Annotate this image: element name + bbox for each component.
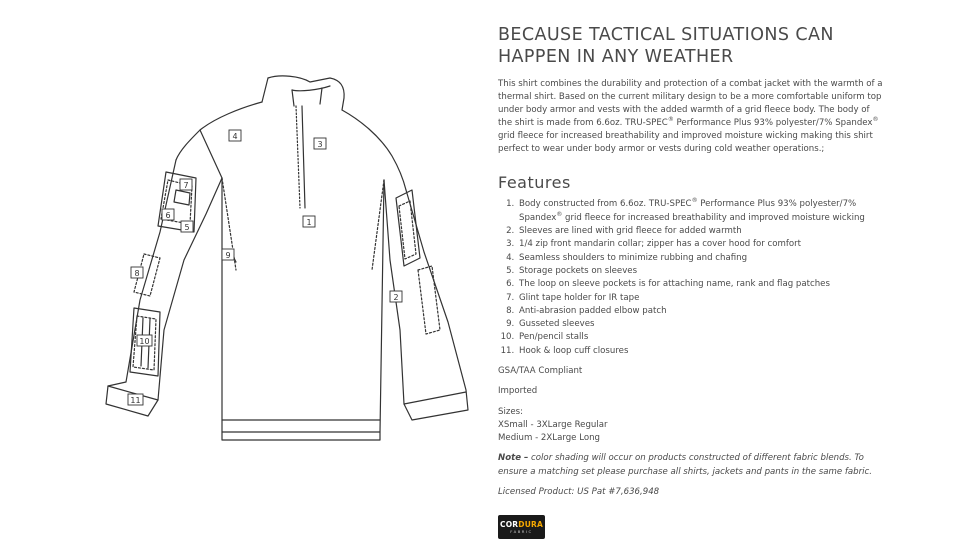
callout-11: 11 — [130, 396, 141, 405]
shirt-diagram — [100, 70, 480, 450]
callout-2: 2 — [393, 293, 399, 302]
product-description-panel — [498, 24, 883, 539]
feature-item-2: 2. Sleeves are lined with grid fleece for added warmth — [517, 225, 883, 238]
page-heading — [498, 24, 883, 68]
callout-7: 7 — [183, 181, 189, 190]
features-list — [498, 198, 883, 358]
callout-6: 6 — [165, 211, 171, 220]
compliance-text: GSA/TAA Compliant — [498, 366, 583, 376]
body-outline — [200, 130, 384, 432]
feature-item-4: 4. Seamless shoulders to minimize rubbing and chafing — [517, 252, 883, 265]
sizes-long: Medium - 2XLarge Long — [498, 433, 600, 444]
note-text: color shading will occur on products constructed of different fabric blends. To ensure a matching set please purchase all shirts, jackets and pants in the same fabric. — [498, 453, 872, 477]
sizes-label: Sizes: — [498, 406, 524, 417]
logo-subtext: FABRIC — [510, 528, 533, 534]
left-sleeve — [106, 160, 222, 416]
feature-item-9: 9. Gusseted sleeves — [517, 318, 883, 331]
callout-10: 10 — [139, 337, 150, 346]
logo-wordmark: CORDURA — [500, 519, 543, 529]
feature-item-8: 8. Anti-abrasion padded elbow patch — [517, 305, 883, 318]
heading-line-1: BECAUSE TACTICAL SITUATIONS CAN — [498, 25, 834, 45]
feature-item-11: 11. Hook & loop cuff closures — [517, 345, 883, 358]
shirt-line-drawing — [100, 70, 480, 450]
feature-item-1: 1. Body constructed from 6.6oz. TRU-SPEC® Performance Plus 93% polyester/7% Spandex® grid fleece for increased breathability and improved moisture wicking — [517, 198, 883, 225]
features-title: Features — [498, 173, 571, 193]
callout-4: 4 — [232, 132, 238, 141]
imported-text: Imported — [498, 386, 538, 397]
heading-line-2: HAPPEN IN ANY WEATHER — [498, 47, 734, 67]
left-shoulder — [176, 102, 262, 160]
feature-item-6: 6. The loop on sleeve pockets is for attaching name, rank and flag patches — [517, 278, 883, 291]
callout-5: 5 — [184, 223, 190, 232]
sizes-regular: XSmall - 3XLarge Regular — [498, 419, 608, 430]
collar-outline — [268, 76, 344, 110]
callout-8: 8 — [134, 269, 140, 278]
product-description: This shirt combines the durability and protection of a combat jacket with the warmth of a thermal shirt. Based on the current military design to be a more comfortable uniform top under body armor and vests with the added warmth of a grid fleece body. The body of the shirt is made from 6.6oz. TRU-SPEC® Performance Plus 93% polyester/7% Spandex® grid fleece for increased breathability and improved moisture wicking making this shirt perfect to wear under body armor or vests during cold weather operations.; — [498, 79, 883, 154]
licensed-product: Licensed Product: US Pat #7,636,948 — [498, 487, 660, 498]
note-label: Note – — [498, 453, 529, 464]
callout-9: 9 — [225, 251, 231, 260]
right-shoulder — [342, 110, 406, 190]
cordura-logo — [498, 515, 545, 539]
feature-item-3: 3. 1/4 zip front mandarin collar; zipper has a cover hood for comfort — [517, 238, 883, 251]
feature-item-5: 5. Storage pockets on sleeves — [517, 265, 883, 278]
feature-item-10: 10. Pen/pencil stalls — [517, 331, 883, 344]
feature-item-7: 7. Glint tape holder for IR tape — [517, 292, 883, 305]
sizes-block — [498, 406, 883, 446]
fabric-note — [498, 452, 883, 479]
callout-1: 1 — [306, 218, 312, 227]
callout-3: 3 — [317, 140, 323, 149]
